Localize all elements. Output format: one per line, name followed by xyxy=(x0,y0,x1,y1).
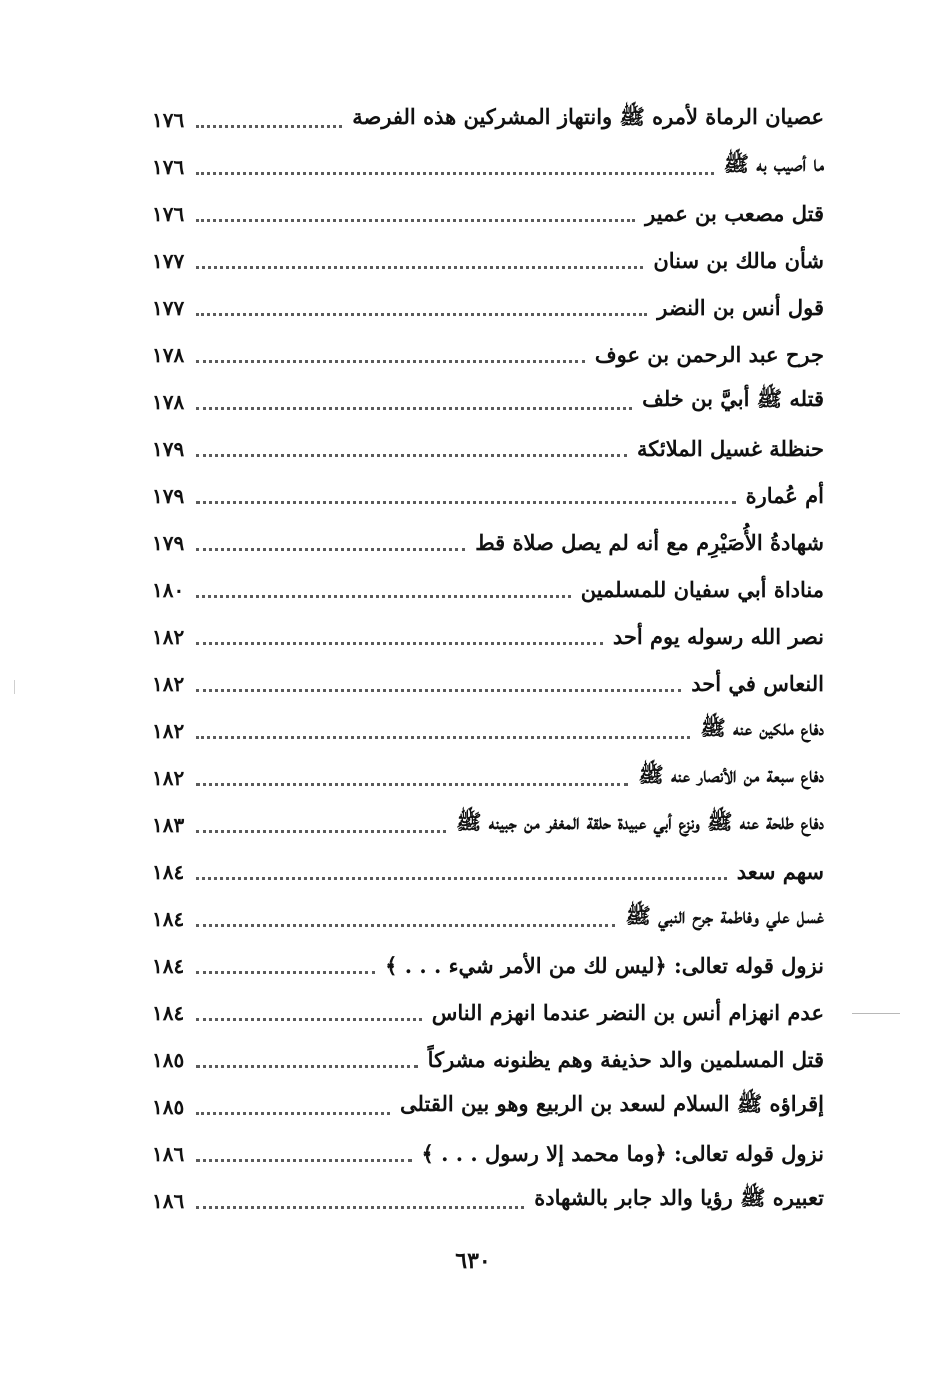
toc-entry-page: ١٨٢ xyxy=(152,671,185,696)
toc-entry-title: قتل المسلمين والد حذيفة وهم يظنونه مشركاً xyxy=(427,1047,824,1072)
dot-leader xyxy=(196,594,571,598)
toc-entry xyxy=(152,1177,824,1224)
toc-entry xyxy=(152,190,824,237)
toc-entry-page: ١٨٣ xyxy=(152,812,185,837)
toc-entry-page: ١٨٤ xyxy=(152,906,185,931)
dot-leader xyxy=(196,265,643,269)
toc-entry-page: ١٨٥ xyxy=(152,1047,185,1072)
toc-entry-title: شهادةُ الأُصَيْرِم مع أنه لم يصل صلاة قط xyxy=(475,530,824,555)
toc-entry-title: ما أصيب به ﷺ xyxy=(723,151,824,176)
dot-leader xyxy=(196,359,585,363)
dot-leader xyxy=(196,1064,418,1068)
dot-leader xyxy=(196,1017,422,1021)
dot-leader xyxy=(196,500,736,504)
toc-entry-page: ١٨٤ xyxy=(152,1000,185,1025)
dot-leader xyxy=(196,171,714,175)
toc-entry xyxy=(152,472,824,519)
toc-entry-title: قتله ﷺ أبيَّ بن خلف xyxy=(642,386,824,411)
table-of-contents xyxy=(152,96,824,1224)
toc-entry xyxy=(152,942,824,989)
toc-entry-page: ١٨٤ xyxy=(152,859,185,884)
toc-entry-page: ١٨٢ xyxy=(152,765,185,790)
toc-entry xyxy=(152,848,824,895)
toc-entry-title: نزول قوله تعالى: ﴿ليس لك من الأمر شيء . . . ﴾ xyxy=(385,953,824,978)
dot-leader xyxy=(196,876,727,880)
toc-entry xyxy=(152,895,824,942)
toc-entry xyxy=(152,801,824,848)
dot-leader xyxy=(196,312,647,316)
toc-entry-title: حنظلة غسيل الملائكة xyxy=(637,436,824,461)
toc-entry xyxy=(152,1036,824,1083)
toc-entry-title: سهم سعد xyxy=(736,859,824,884)
page-number: ٦٣٠ xyxy=(455,1248,491,1274)
dot-leader xyxy=(196,829,446,833)
dot-leader xyxy=(196,218,635,222)
toc-entry-title: قتل مصعب بن عمير xyxy=(645,201,824,226)
dot-leader xyxy=(196,782,628,786)
toc-entry-title: نزول قوله تعالى: ﴿وما محمد إلا رسول . . . ﴾ xyxy=(421,1141,824,1166)
toc-entry-title: النعاس في أحد xyxy=(691,671,824,696)
toc-entry xyxy=(152,378,824,425)
toc-entry-page: ١٧٦ xyxy=(152,154,185,179)
toc-entry-page: ١٧٧ xyxy=(152,295,185,320)
dot-leader xyxy=(196,124,342,128)
dot-leader xyxy=(196,1158,412,1162)
dot-leader xyxy=(196,688,681,692)
toc-entry-page: ١٧٩ xyxy=(152,530,185,555)
toc-entry xyxy=(152,425,824,472)
toc-entry-page: ١٨٦ xyxy=(152,1141,185,1166)
toc-entry xyxy=(152,284,824,331)
toc-entry-page: ١٧٨ xyxy=(152,342,185,367)
toc-entry xyxy=(152,989,824,1036)
toc-entry xyxy=(152,519,824,566)
toc-entry-title: غسل علي وفاطمة جرح النبي ﷺ xyxy=(625,903,824,928)
toc-entry xyxy=(152,613,824,660)
toc-entry-page: ١٨٠ xyxy=(152,577,185,602)
dot-leader xyxy=(196,406,632,410)
toc-entry-page: ١٨٢ xyxy=(152,718,185,743)
toc-entry-title: مناداة أبي سفيان للمسلمين xyxy=(580,577,824,602)
toc-entry-page: ١٨٦ xyxy=(152,1188,185,1213)
toc-entry xyxy=(152,143,824,190)
toc-entry xyxy=(152,1083,824,1130)
toc-entry-title: دفاع طلحة عنه ﷺ ونزع أبي عبيدة حلقة المغفر من جبينه ﷺ xyxy=(456,809,824,834)
dot-leader xyxy=(196,1111,390,1115)
toc-entry-title: جرح عبد الرحمن بن عوف xyxy=(594,342,824,367)
toc-entry-page: ١٨٥ xyxy=(152,1094,185,1119)
dot-leader xyxy=(196,547,465,551)
toc-entry xyxy=(152,754,824,801)
dot-leader xyxy=(196,970,375,974)
toc-entry-title: عصيان الرماة لأمره ﷺ وانتهاز المشركين هذه الفرصة xyxy=(352,104,824,129)
toc-entry-title: قول أنس بن النضر xyxy=(657,295,824,320)
dot-leader xyxy=(196,1205,524,1209)
toc-entry xyxy=(152,566,824,613)
toc-entry-title: شأن مالك بن سنان xyxy=(653,248,824,273)
dot-leader xyxy=(196,923,615,927)
toc-entry-title: نصر الله رسوله يوم أحد xyxy=(612,624,824,649)
toc-entry-page: ١٨٢ xyxy=(152,624,185,649)
toc-entry-page: ١٧٧ xyxy=(152,248,185,273)
toc-entry xyxy=(152,237,824,284)
toc-entry-page: ١٧٩ xyxy=(152,483,185,508)
toc-entry-title: دفاع سبعة من الأنصار عنه ﷺ xyxy=(638,762,824,787)
toc-entry xyxy=(152,707,824,754)
toc-entry-page: ١٧٨ xyxy=(152,389,185,414)
toc-entry-title: عدم انهزام أنس بن النضر عندما انهزم الناس xyxy=(431,1000,824,1025)
dot-leader xyxy=(196,641,603,645)
margin-scan-mark xyxy=(14,680,15,694)
dot-leader xyxy=(196,735,690,739)
toc-entry-page: ١٨٤ xyxy=(152,953,185,978)
toc-entry-title: إقراؤه ﷺ السلام لسعد بن الربيع وهو بين القتلى xyxy=(400,1091,824,1116)
toc-entry xyxy=(152,660,824,707)
margin-scan-mark xyxy=(852,1013,900,1014)
toc-entry-title: تعبيره ﷺ رؤيا والد جابر بالشهادة xyxy=(534,1185,824,1210)
toc-entry xyxy=(152,1130,824,1177)
toc-entry xyxy=(152,331,824,378)
toc-entry-page: ١٧٦ xyxy=(152,201,185,226)
toc-entry-title: دفاع ملكين عنه ﷺ xyxy=(700,715,824,740)
toc-entry xyxy=(152,96,824,143)
toc-entry-page: ١٧٦ xyxy=(152,107,185,132)
toc-entry-page: ١٧٩ xyxy=(152,436,185,461)
dot-leader xyxy=(196,453,627,457)
toc-entry-title: أم عُمارة xyxy=(745,483,824,508)
